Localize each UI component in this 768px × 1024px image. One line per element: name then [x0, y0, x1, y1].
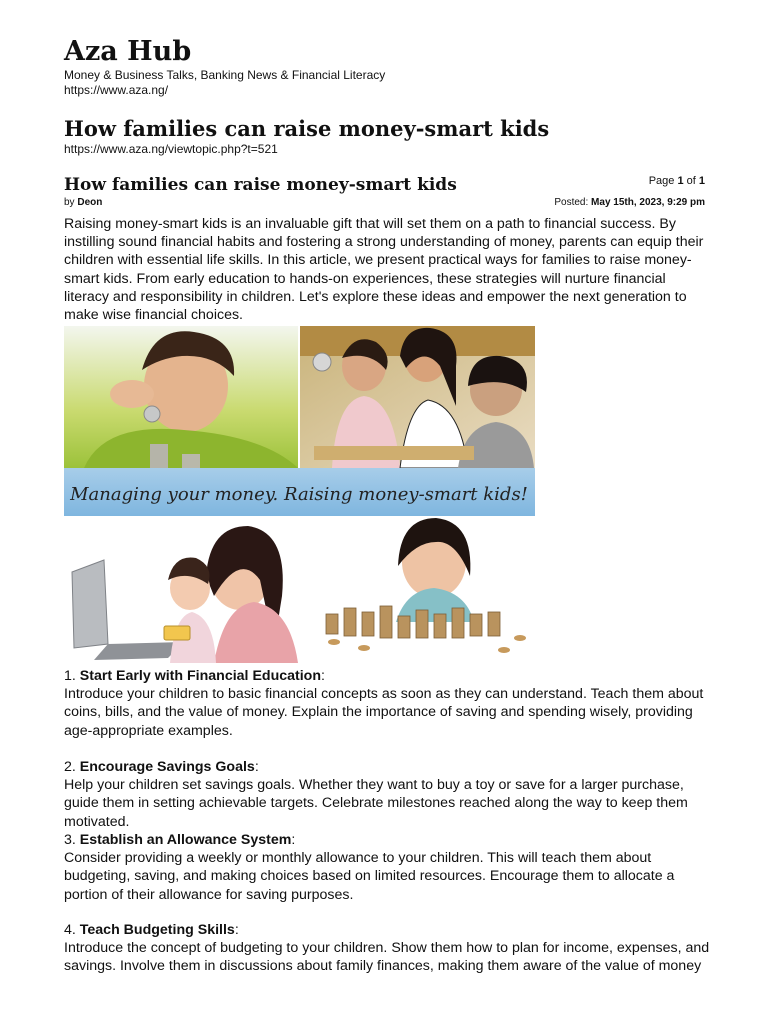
- section-2-colon: :: [254, 759, 259, 775]
- section-2: [64, 758, 714, 831]
- post-author: Deon: [77, 197, 103, 208]
- post-author-line: [64, 197, 102, 209]
- section-3-body: Consider providing a weekly or monthly allowance to your children. This will teach them about budgeting, saving, and making choices based on limited resources. Encourage them to allocate a portion of their allowance for saving purposes.: [64, 850, 675, 903]
- page-current: 1: [677, 175, 684, 187]
- section-3-heading: Establish an Allowance System: [79, 832, 292, 848]
- photo-boy-coins: [64, 326, 298, 468]
- section-3-colon: :: [291, 832, 296, 848]
- page-of: of: [683, 175, 699, 187]
- section-2-body: Help your children set savings goals. Whether they want to buy a toy or save for a larger purchase, guide them in setting achievable targets. Celebrate milestones reached along the way to keep them motivated.: [64, 777, 688, 830]
- site-title: Aza Hub: [64, 36, 192, 67]
- photo-girl-coins: [300, 516, 535, 663]
- section-1-number: 1.: [64, 668, 80, 684]
- section-1-body: Introduce your children to basic financial concepts as soon as they can understand. Teach them about coins, bills, and the value of money. Explain the importance of saving and spending wisely, providing age-appropriate examples.: [64, 686, 704, 739]
- banner-band: [64, 468, 535, 516]
- section-1-colon: :: [321, 668, 325, 684]
- section-4: [64, 921, 714, 976]
- photo-three-kids: [300, 326, 535, 468]
- posted-date: May 15th, 2023, 9:29 pm: [591, 197, 705, 208]
- section-4-colon: :: [234, 922, 239, 938]
- section-4-heading: Teach Budgeting Skills: [79, 922, 235, 938]
- section-2-heading-line: [64, 758, 714, 776]
- site-url[interactable]: https://www.aza.ng/: [64, 83, 169, 97]
- section-3-heading-line: [64, 831, 714, 849]
- article-image: [64, 326, 535, 663]
- by-label: by: [64, 197, 78, 208]
- section-3: [64, 831, 714, 904]
- post-date-line: [554, 197, 705, 209]
- photo-mother-child-laptop: [64, 516, 298, 663]
- section-1-heading: Start Early with Financial Education: [79, 668, 322, 684]
- page-prefix: Page: [648, 175, 678, 187]
- section-4-number: 4.: [64, 922, 80, 938]
- site-description: Money & Business Talks, Banking News & Financial Literacy: [64, 68, 386, 82]
- post-intro: Raising money-smart kids is an invaluable gift that will set them on a path to financial success. By instilling sound financial habits and fostering a strong understanding of money, parents can equip their children with essential life skills. In this article, we present practical ways for families to raise money-smart kids. From early education to hands-on experiences, these strategies will nurture financial literacy and responsibility in children. Let's explore these ideas and empower the next generation to make wise financial choices.: [64, 216, 704, 324]
- page-total: 1: [698, 175, 705, 187]
- section-2-number: 2.: [64, 759, 80, 775]
- section-4-body: Introduce the concept of budgeting to your children. Show them how to plan for income, expenses, and savings. Involve them in discussions about family finances, making them aware of the value of money: [64, 940, 710, 975]
- topic-title: How families can raise money-smart kids: [64, 116, 550, 141]
- section-1-heading-line: [64, 667, 714, 685]
- section-2-heading: Encourage Savings Goals: [79, 759, 255, 775]
- post-title: How families can raise money-smart kids: [64, 175, 457, 195]
- section-4-heading-line: [64, 921, 714, 939]
- article-image-collage: [64, 326, 535, 663]
- section-1: [64, 667, 714, 740]
- banner-caption: Managing your money. Raising money-smart kids!: [70, 484, 528, 505]
- posted-label: Posted:: [554, 197, 592, 208]
- topic-url[interactable]: https://www.aza.ng/viewtopic.php?t=521: [64, 142, 278, 156]
- section-3-number: 3.: [64, 832, 80, 848]
- page-count: [649, 175, 705, 187]
